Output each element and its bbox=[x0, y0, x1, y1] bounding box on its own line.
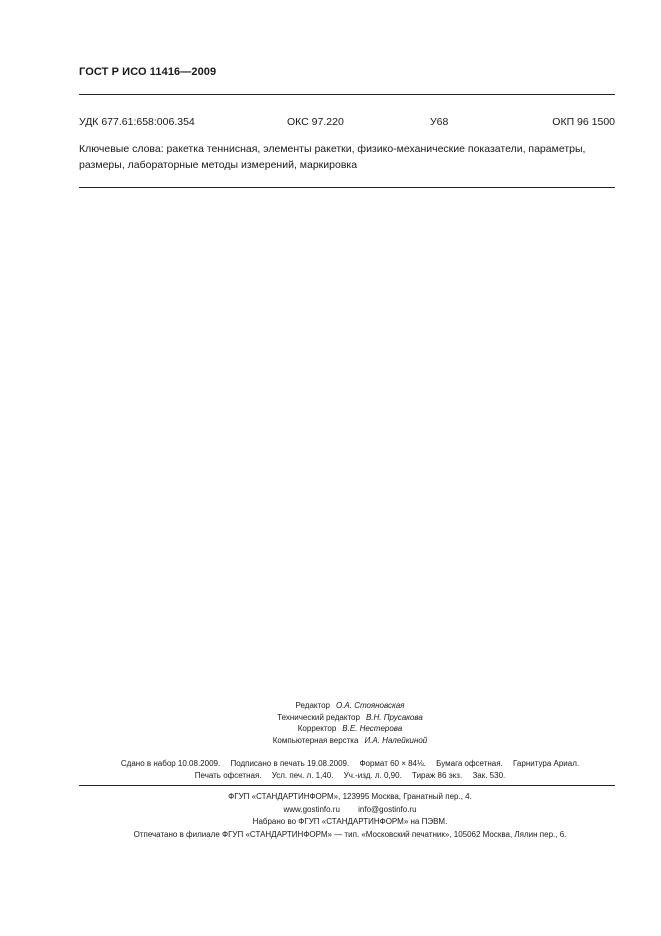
standard-code: ГОСТ Р ИСО 11416—2009 bbox=[79, 66, 217, 78]
publisher-info bbox=[60, 791, 640, 841]
publisher-address: ФГУП «СТАНДАРТИНФОРМ», 123995 Москва, Гранатный пер., 4. bbox=[228, 792, 472, 801]
tech-editor-line: Технический редактор В.Н. Прусакова bbox=[277, 712, 423, 722]
publisher-website: www.gostinfo.ru bbox=[283, 804, 340, 814]
publisher-email: info@gostinfo.ru bbox=[358, 804, 417, 814]
imprint-line-1: Сдано в набор 10.08.2009. Подписано в печать 19.08.2009. Формат 60 × 84⅛. Бумага офсетная. Гарнитура Ариал. bbox=[120, 759, 580, 768]
typeset-note: Набрано во ФГУП «СТАНДАРТИНФОРМ» на ПЭВМ. bbox=[252, 817, 448, 826]
corrector-line: Корректор В.Е. Нестерова bbox=[297, 724, 403, 733]
oks-code: ОКС 97.220 bbox=[287, 116, 344, 128]
keywords bbox=[79, 141, 619, 173]
keywords-divider bbox=[79, 187, 615, 188]
top-divider bbox=[79, 94, 615, 95]
imprint-line-2: Печать офсетная. Усл. печ. л. 1,40. Уч.-изд. л. 0,90. Тираж 86 экз. Зак. 530. bbox=[194, 771, 506, 780]
udk-code: УДК 677.61:658:006.354 bbox=[79, 116, 195, 128]
editor-line: Редактор О.А. Стояновская bbox=[295, 701, 405, 710]
okp-code: ОКП 96 1500 bbox=[552, 116, 615, 128]
layout-line: Компьютерная верстка И.А. Налейкиной bbox=[272, 735, 428, 745]
staff-credits bbox=[220, 700, 480, 746]
imprint-divider bbox=[79, 785, 615, 786]
printed-note: Отпечатано в филиале ФГУП «СТАНДАРТИНФОРМ» — тип. «Московский печатник», 105062 Москва, Лялин пер., 6. bbox=[133, 829, 567, 839]
u-code: У68 bbox=[430, 116, 449, 128]
keywords-line-2: размеры, лабораторные методы измерений, маркировка bbox=[79, 159, 358, 171]
keywords-line-1: Ключевые слова: ракетка теннисная, элементы ракетки, физико-механические показатели, параметры, bbox=[79, 143, 586, 155]
publisher-contacts bbox=[60, 804, 640, 817]
